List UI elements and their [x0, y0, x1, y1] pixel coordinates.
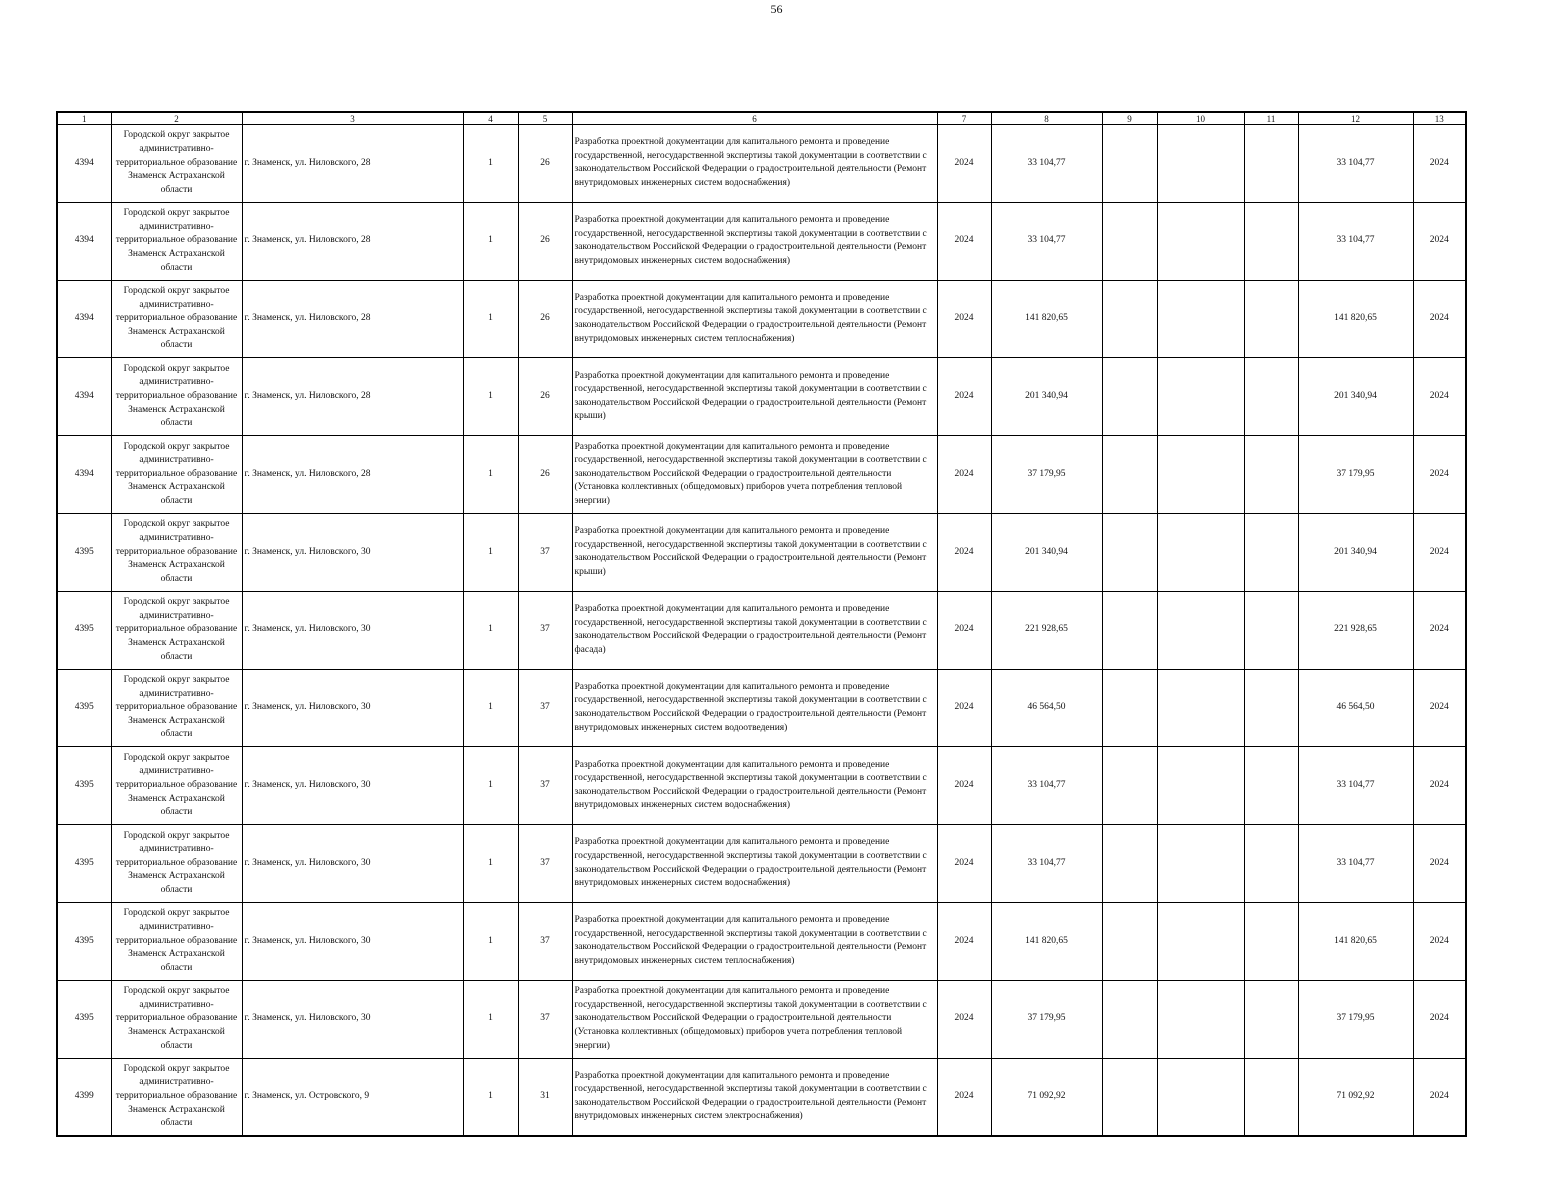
- table-row: [57, 902, 1466, 980]
- year-cell: 2024: [937, 825, 991, 903]
- column-9-cell: [1102, 902, 1157, 980]
- cost-cell: 37 179,95: [991, 980, 1102, 1058]
- total-cost-cell: 71 092,92: [1298, 1058, 1413, 1136]
- column-5-cell: 37: [518, 902, 572, 980]
- total-cost-cell: 201 340,94: [1298, 513, 1413, 591]
- column-10-cell: [1157, 280, 1244, 358]
- column-5-cell: 37: [518, 747, 572, 825]
- work-description-cell: Разработка проектной документации для капитального ремонта и проведение государственной, негосударственной экспертизы такой документации в соответствии с законодательством Российской Федерации о градостроительной деятельности (Ремонт внутридомовых инженерных систем водоснабжения): [572, 125, 937, 203]
- column-11-cell: [1244, 513, 1298, 591]
- completion-year-cell: 2024: [1413, 202, 1466, 280]
- column-header-8: 8: [991, 112, 1102, 125]
- column-4-cell: 1: [463, 358, 518, 436]
- column-header-9: 9: [1102, 112, 1157, 125]
- column-11-cell: [1244, 747, 1298, 825]
- building-id-cell: 4395: [57, 825, 111, 903]
- municipality-cell: Городской округ закрытое административно-территориальное образование Знаменск Астраханской области: [111, 358, 242, 436]
- column-header-7: 7: [937, 112, 991, 125]
- completion-year-cell: 2024: [1413, 902, 1466, 980]
- table-row: [57, 825, 1466, 903]
- column-10-cell: [1157, 1058, 1244, 1136]
- address-cell: г. Знаменск, ул. Ниловского, 28: [242, 436, 463, 514]
- year-cell: 2024: [937, 280, 991, 358]
- column-11-cell: [1244, 1058, 1298, 1136]
- total-cost-cell: 33 104,77: [1298, 202, 1413, 280]
- total-cost-cell: 141 820,65: [1298, 280, 1413, 358]
- municipality-cell: Городской округ закрытое административно-территориальное образование Знаменск Астраханской области: [111, 125, 242, 203]
- table-row: [57, 980, 1466, 1058]
- municipality-cell: Городской округ закрытое административно-территориальное образование Знаменск Астраханской области: [111, 202, 242, 280]
- table-row: [57, 669, 1466, 747]
- building-id-cell: 4394: [57, 436, 111, 514]
- column-9-cell: [1102, 825, 1157, 903]
- cost-cell: 33 104,77: [991, 747, 1102, 825]
- municipality-cell: Городской округ закрытое административно-территориальное образование Знаменск Астраханской области: [111, 591, 242, 669]
- building-id-cell: 4394: [57, 358, 111, 436]
- total-cost-cell: 221 928,65: [1298, 591, 1413, 669]
- completion-year-cell: 2024: [1413, 980, 1466, 1058]
- column-header-5: 5: [518, 112, 572, 125]
- column-9-cell: [1102, 436, 1157, 514]
- cost-cell: 33 104,77: [991, 125, 1102, 203]
- table-row: [57, 125, 1466, 203]
- year-cell: 2024: [937, 669, 991, 747]
- column-9-cell: [1102, 591, 1157, 669]
- column-9-cell: [1102, 669, 1157, 747]
- table-row: [57, 280, 1466, 358]
- work-description-cell: Разработка проектной документации для капитального ремонта и проведение государственной, негосударственной экспертизы такой документации в соответствии с законодательством Российской Федерации о градостроительной деятельности (Ремонт внутридомовых инженерных систем водоотведения): [572, 669, 937, 747]
- building-id-cell: 4394: [57, 280, 111, 358]
- work-description-cell: Разработка проектной документации для капитального ремонта и проведение государственной, негосударственной экспертизы такой документации в соответствии с законодательством Российской Федерации о градостроительной деятельности (Установка коллективных (общедомовых) приборов учета потребления тепловой энергии): [572, 980, 937, 1058]
- completion-year-cell: 2024: [1413, 747, 1466, 825]
- page-number: 56: [770, 2, 783, 16]
- column-9-cell: [1102, 980, 1157, 1058]
- column-11-cell: [1244, 980, 1298, 1058]
- capital-repair-table: [56, 111, 1467, 1137]
- cost-cell: 201 340,94: [991, 513, 1102, 591]
- table-row: [57, 358, 1466, 436]
- column-10-cell: [1157, 591, 1244, 669]
- column-9-cell: [1102, 280, 1157, 358]
- total-cost-cell: 141 820,65: [1298, 902, 1413, 980]
- column-11-cell: [1244, 280, 1298, 358]
- address-cell: г. Знаменск, ул. Ниловского, 30: [242, 513, 463, 591]
- address-cell: г. Знаменск, ул. Ниловского, 28: [242, 358, 463, 436]
- column-4-cell: 1: [463, 280, 518, 358]
- column-5-cell: 37: [518, 591, 572, 669]
- column-5-cell: 31: [518, 1058, 572, 1136]
- column-header-13: 13: [1413, 112, 1466, 125]
- work-description-cell: Разработка проектной документации для капитального ремонта и проведение государственной, негосударственной экспертизы такой документации в соответствии с законодательством Российской Федерации о градостроительной деятельности (Ремонт внутридомовых инженерных систем водоснабжения): [572, 825, 937, 903]
- column-9-cell: [1102, 125, 1157, 203]
- cost-cell: 201 340,94: [991, 358, 1102, 436]
- address-cell: г. Знаменск, ул. Ниловского, 30: [242, 669, 463, 747]
- total-cost-cell: 33 104,77: [1298, 125, 1413, 203]
- year-cell: 2024: [937, 980, 991, 1058]
- address-cell: г. Знаменск, ул. Ниловского, 30: [242, 902, 463, 980]
- total-cost-cell: 46 564,50: [1298, 669, 1413, 747]
- column-5-cell: 26: [518, 358, 572, 436]
- total-cost-cell: 37 179,95: [1298, 980, 1413, 1058]
- column-11-cell: [1244, 436, 1298, 514]
- year-cell: 2024: [937, 436, 991, 514]
- table-row: [57, 747, 1466, 825]
- work-description-cell: Разработка проектной документации для капитального ремонта и проведение государственной, негосударственной экспертизы такой документации в соответствии с законодательством Российской Федерации о градостроительной деятельности (Ремонт крыши): [572, 513, 937, 591]
- work-description-cell: Разработка проектной документации для капитального ремонта и проведение государственной, негосударственной экспертизы такой документации в соответствии с законодательством Российской Федерации о градостроительной деятельности (Установка коллективных (общедомовых) приборов учета потребления тепловой энергии): [572, 436, 937, 514]
- municipality-cell: Городской округ закрытое административно-территориальное образование Знаменск Астраханской области: [111, 747, 242, 825]
- column-header-2: 2: [111, 112, 242, 125]
- table-body: [57, 125, 1466, 1136]
- column-10-cell: [1157, 513, 1244, 591]
- column-10-cell: [1157, 202, 1244, 280]
- municipality-cell: Городской округ закрытое административно-территориальное образование Знаменск Астраханской области: [111, 669, 242, 747]
- column-9-cell: [1102, 747, 1157, 825]
- column-9-cell: [1102, 202, 1157, 280]
- year-cell: 2024: [937, 125, 991, 203]
- building-id-cell: 4394: [57, 202, 111, 280]
- column-4-cell: 1: [463, 902, 518, 980]
- building-id-cell: 4394: [57, 125, 111, 203]
- municipality-cell: Городской округ закрытое административно-территориальное образование Знаменск Астраханской области: [111, 825, 242, 903]
- column-11-cell: [1244, 591, 1298, 669]
- work-description-cell: Разработка проектной документации для капитального ремонта и проведение государственной, негосударственной экспертизы такой документации в соответствии с законодательством Российской Федерации о градостроительной деятельности (Ремонт внутридомовых инженерных систем электроснабжения): [572, 1058, 937, 1136]
- column-5-cell: 26: [518, 280, 572, 358]
- column-10-cell: [1157, 669, 1244, 747]
- column-header-11: 11: [1244, 112, 1298, 125]
- work-description-cell: Разработка проектной документации для капитального ремонта и проведение государственной, негосударственной экспертизы такой документации в соответствии с законодательством Российской Федерации о градостроительной деятельности (Ремонт внутридомовых инженерных систем теплоснабжения): [572, 280, 937, 358]
- total-cost-cell: 201 340,94: [1298, 358, 1413, 436]
- column-header-4: 4: [463, 112, 518, 125]
- cost-cell: 37 179,95: [991, 436, 1102, 514]
- address-cell: г. Знаменск, ул. Ниловского, 28: [242, 125, 463, 203]
- address-cell: г. Знаменск, ул. Ниловского, 30: [242, 825, 463, 903]
- building-id-cell: 4395: [57, 747, 111, 825]
- column-10-cell: [1157, 358, 1244, 436]
- address-cell: г. Знаменск, ул. Островского, 9: [242, 1058, 463, 1136]
- column-4-cell: 1: [463, 436, 518, 514]
- municipality-cell: Городской округ закрытое административно-территориальное образование Знаменск Астраханской области: [111, 280, 242, 358]
- column-header-10: 10: [1157, 112, 1244, 125]
- municipality-cell: Городской округ закрытое административно-территориальное образование Знаменск Астраханской области: [111, 513, 242, 591]
- year-cell: 2024: [937, 202, 991, 280]
- column-number-row: [57, 112, 1466, 125]
- column-9-cell: [1102, 513, 1157, 591]
- work-description-cell: Разработка проектной документации для капитального ремонта и проведение государственной, негосударственной экспертизы такой документации в соответствии с законодательством Российской Федерации о градостроительной деятельности (Ремонт фасада): [572, 591, 937, 669]
- building-id-cell: 4395: [57, 591, 111, 669]
- total-cost-cell: 33 104,77: [1298, 825, 1413, 903]
- column-4-cell: 1: [463, 669, 518, 747]
- column-4-cell: 1: [463, 202, 518, 280]
- column-5-cell: 26: [518, 125, 572, 203]
- table-header: [57, 112, 1466, 125]
- total-cost-cell: 33 104,77: [1298, 747, 1413, 825]
- column-11-cell: [1244, 902, 1298, 980]
- table-row: [57, 436, 1466, 514]
- column-5-cell: 37: [518, 669, 572, 747]
- table-row: [57, 1058, 1466, 1136]
- column-header-12: 12: [1298, 112, 1413, 125]
- column-9-cell: [1102, 1058, 1157, 1136]
- completion-year-cell: 2024: [1413, 125, 1466, 203]
- column-5-cell: 37: [518, 980, 572, 1058]
- completion-year-cell: 2024: [1413, 280, 1466, 358]
- year-cell: 2024: [937, 358, 991, 436]
- table-row: [57, 202, 1466, 280]
- column-5-cell: 26: [518, 436, 572, 514]
- work-description-cell: Разработка проектной документации для капитального ремонта и проведение государственной, негосударственной экспертизы такой документации в соответствии с законодательством Российской Федерации о градостроительной деятельности (Ремонт внутридомовых инженерных систем водоснабжения): [572, 202, 937, 280]
- year-cell: 2024: [937, 902, 991, 980]
- column-10-cell: [1157, 747, 1244, 825]
- completion-year-cell: 2024: [1413, 669, 1466, 747]
- completion-year-cell: 2024: [1413, 513, 1466, 591]
- building-id-cell: 4399: [57, 1058, 111, 1136]
- year-cell: 2024: [937, 591, 991, 669]
- column-5-cell: 26: [518, 202, 572, 280]
- address-cell: г. Знаменск, ул. Ниловского, 30: [242, 980, 463, 1058]
- cost-cell: 141 820,65: [991, 280, 1102, 358]
- municipality-cell: Городской округ закрытое административно-территориальное образование Знаменск Астраханской области: [111, 436, 242, 514]
- column-9-cell: [1102, 358, 1157, 436]
- work-description-cell: Разработка проектной документации для капитального ремонта и проведение государственной, негосударственной экспертизы такой документации в соответствии с законодательством Российской Федерации о градостроительной деятельности (Ремонт внутридомовых инженерных систем водоснабжения): [572, 747, 937, 825]
- column-header-6: 6: [572, 112, 937, 125]
- address-cell: г. Знаменск, ул. Ниловского, 30: [242, 591, 463, 669]
- work-description-cell: Разработка проектной документации для капитального ремонта и проведение государственной, негосударственной экспертизы такой документации в соответствии с законодательством Российской Федерации о градостроительной деятельности (Ремонт внутридомовых инженерных систем теплоснабжения): [572, 902, 937, 980]
- completion-year-cell: 2024: [1413, 591, 1466, 669]
- year-cell: 2024: [937, 513, 991, 591]
- column-4-cell: 1: [463, 591, 518, 669]
- column-4-cell: 1: [463, 980, 518, 1058]
- building-id-cell: 4395: [57, 980, 111, 1058]
- column-11-cell: [1244, 825, 1298, 903]
- year-cell: 2024: [937, 747, 991, 825]
- column-5-cell: 37: [518, 825, 572, 903]
- column-4-cell: 1: [463, 1058, 518, 1136]
- table-row: [57, 513, 1466, 591]
- column-4-cell: 1: [463, 747, 518, 825]
- year-cell: 2024: [937, 1058, 991, 1136]
- cost-cell: 71 092,92: [991, 1058, 1102, 1136]
- column-10-cell: [1157, 125, 1244, 203]
- column-10-cell: [1157, 902, 1244, 980]
- municipality-cell: Городской округ закрытое административно-территориальное образование Знаменск Астраханской области: [111, 1058, 242, 1136]
- column-10-cell: [1157, 825, 1244, 903]
- table-row: [57, 591, 1466, 669]
- cost-cell: 33 104,77: [991, 825, 1102, 903]
- column-11-cell: [1244, 669, 1298, 747]
- cost-cell: 33 104,77: [991, 202, 1102, 280]
- completion-year-cell: 2024: [1413, 1058, 1466, 1136]
- total-cost-cell: 37 179,95: [1298, 436, 1413, 514]
- work-description-cell: Разработка проектной документации для капитального ремонта и проведение государственной, негосударственной экспертизы такой документации в соответствии с законодательством Российской Федерации о градостроительной деятельности (Ремонт крыши): [572, 358, 937, 436]
- column-header-1: 1: [57, 112, 111, 125]
- cost-cell: 46 564,50: [991, 669, 1102, 747]
- column-11-cell: [1244, 125, 1298, 203]
- building-id-cell: 4395: [57, 669, 111, 747]
- column-11-cell: [1244, 202, 1298, 280]
- building-id-cell: 4395: [57, 513, 111, 591]
- column-5-cell: 37: [518, 513, 572, 591]
- completion-year-cell: 2024: [1413, 436, 1466, 514]
- municipality-cell: Городской округ закрытое административно-территориальное образование Знаменск Астраханской области: [111, 980, 242, 1058]
- building-id-cell: 4395: [57, 902, 111, 980]
- column-4-cell: 1: [463, 825, 518, 903]
- completion-year-cell: 2024: [1413, 825, 1466, 903]
- completion-year-cell: 2024: [1413, 358, 1466, 436]
- column-header-3: 3: [242, 112, 463, 125]
- column-4-cell: 1: [463, 125, 518, 203]
- address-cell: г. Знаменск, ул. Ниловского, 28: [242, 202, 463, 280]
- column-10-cell: [1157, 436, 1244, 514]
- column-10-cell: [1157, 980, 1244, 1058]
- column-4-cell: 1: [463, 513, 518, 591]
- column-11-cell: [1244, 358, 1298, 436]
- cost-cell: 141 820,65: [991, 902, 1102, 980]
- cost-cell: 221 928,65: [991, 591, 1102, 669]
- address-cell: г. Знаменск, ул. Ниловского, 28: [242, 280, 463, 358]
- municipality-cell: Городской округ закрытое административно-территориальное образование Знаменск Астраханской области: [111, 902, 242, 980]
- address-cell: г. Знаменск, ул. Ниловского, 30: [242, 747, 463, 825]
